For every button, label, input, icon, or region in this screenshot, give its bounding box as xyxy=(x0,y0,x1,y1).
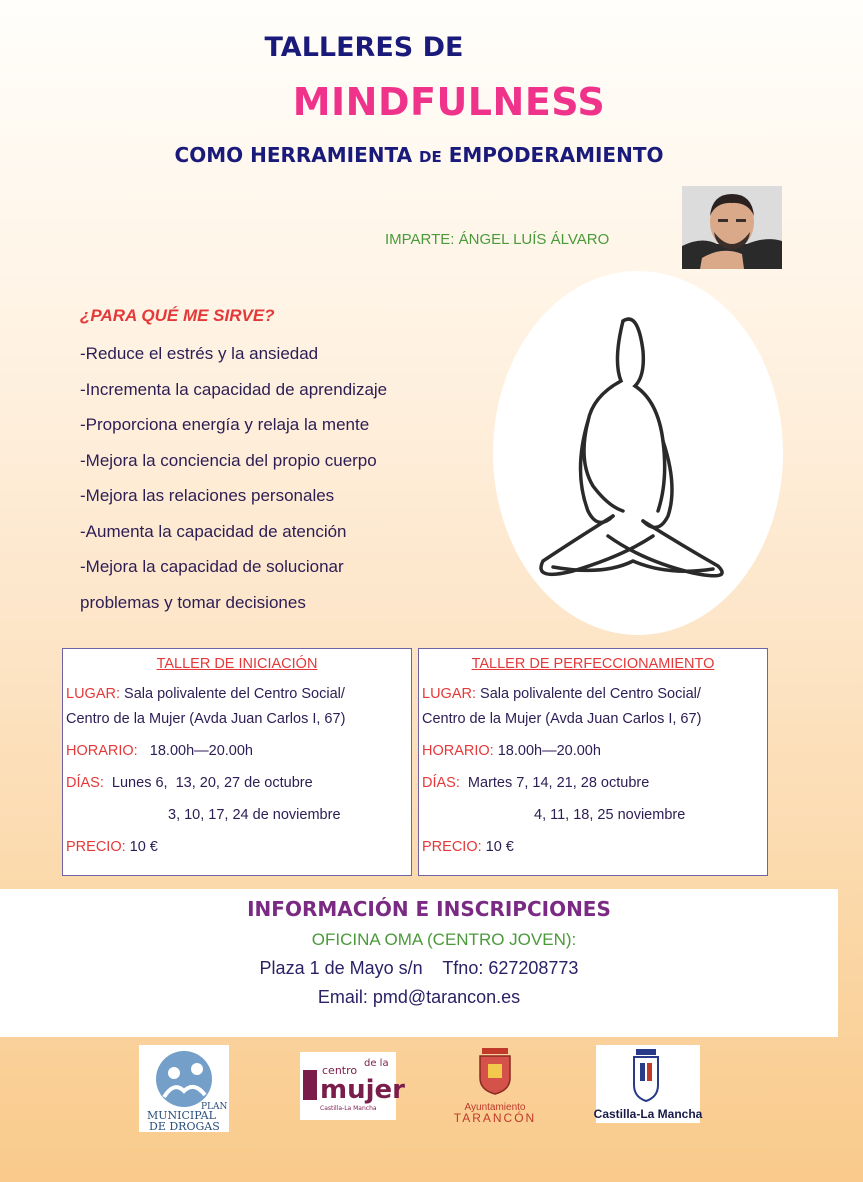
workshop-place: LUGAR: Sala polivalente del Centro Social/ xyxy=(66,686,345,702)
svg-text:mujer: mujer xyxy=(320,1075,405,1105)
info-title: INFORMACIÓN E INSCRIPCIONES xyxy=(247,897,611,921)
svg-text:de la: de la xyxy=(364,1058,389,1069)
workshop-days: DÍAS: Martes 7, 14, 21, 28 octubre xyxy=(422,775,650,791)
instructor-photo xyxy=(682,186,782,269)
office-name: OFICINA OMA (CENTRO JOVEN): xyxy=(311,930,577,949)
svg-text:centro: centro xyxy=(322,1064,358,1077)
benefits-title: ¿PARA QUÉ ME SIRVE? xyxy=(80,306,275,325)
ayuntamiento-tarancon-logo xyxy=(436,1044,554,1124)
list-item: -Incrementa la capacidad de aprendizaje xyxy=(80,379,388,399)
list-item: -Mejora la conciencia del propio cuerpo xyxy=(80,450,377,470)
workshop-schedule: HORARIO: 18.00h—20.00h xyxy=(66,743,253,759)
workshop-price: PRECIO: 10 € xyxy=(66,839,158,855)
title-mindfulness: MINDFULNESS xyxy=(292,80,606,124)
list-item: -Aumenta la capacidad de atención xyxy=(80,521,347,541)
title-line-1: TALLERES DE xyxy=(264,32,464,63)
svg-text:Castilla-La Mancha: Castilla-La Mancha xyxy=(593,1107,703,1121)
workshop-advanced-box xyxy=(418,648,768,876)
list-item: -Mejora la capacidad de solucionar xyxy=(80,557,344,576)
list-item: problemas y tomar decisiones xyxy=(80,592,306,612)
svg-text:DE DROGAS: DE DROGAS xyxy=(149,1120,220,1133)
workshop-place-2: Centro de la Mujer (Avda Juan Carlos I, 67) xyxy=(66,711,346,727)
workshop-days-2: 4, 11, 18, 25 noviembre xyxy=(534,807,686,823)
svg-text:PLAN: PLAN xyxy=(201,1102,228,1112)
workshop-days-2: 3, 10, 17, 24 de noviembre xyxy=(168,807,341,823)
workshop-place: LUGAR: Sala polivalente del Centro Social/ xyxy=(422,686,701,702)
address-phone: Plaza 1 de Mayo s/n Tfno: 627208773 xyxy=(259,958,579,978)
subtitle: COMO HERRAMIENTA DE EMPODERAMIENTO xyxy=(174,143,664,167)
workshop-title: TALLER DE INICIACIÓN xyxy=(156,656,318,672)
plan-municipal-drogas-logo xyxy=(139,1045,229,1132)
meditation-figure-illustration xyxy=(493,271,783,635)
workshop-price: PRECIO: 10 € xyxy=(422,839,514,855)
centro-mujer-logo xyxy=(300,1052,405,1120)
contact-email: Email: pmd@tarancon.es xyxy=(317,987,521,1007)
svg-text:MUNICIPAL: MUNICIPAL xyxy=(147,1109,216,1122)
svg-text:TARANCÓN: TARANCÓN xyxy=(453,1111,537,1125)
workshop-title: TALLER DE PERFECCIONAMIENTO xyxy=(471,656,715,672)
workshop-place-2: Centro de la Mujer (Avda Juan Carlos I, 67) xyxy=(422,711,702,727)
svg-text:Castilla-La Mancha: Castilla-La Mancha xyxy=(320,1105,377,1112)
castilla-la-mancha-logo xyxy=(593,1045,703,1123)
benefits-list xyxy=(80,340,387,624)
list-item: -Mejora las relaciones personales xyxy=(80,486,335,505)
instructor-label: IMPARTE: ÁNGEL LUÍS ÁLVARO xyxy=(385,231,610,248)
svg-text:Ayuntamiento: Ayuntamiento xyxy=(464,1102,526,1113)
list-item: -Proporciona energía y relaja la mente xyxy=(80,415,370,434)
list-item: -Reduce el estrés y la ansiedad xyxy=(80,344,319,363)
workshop-schedule: HORARIO: 18.00h—20.00h xyxy=(422,743,601,759)
workshop-days: DÍAS: Lunes 6, 13, 20, 27 de octubre xyxy=(66,775,313,791)
workshop-initiation-box xyxy=(62,648,412,876)
